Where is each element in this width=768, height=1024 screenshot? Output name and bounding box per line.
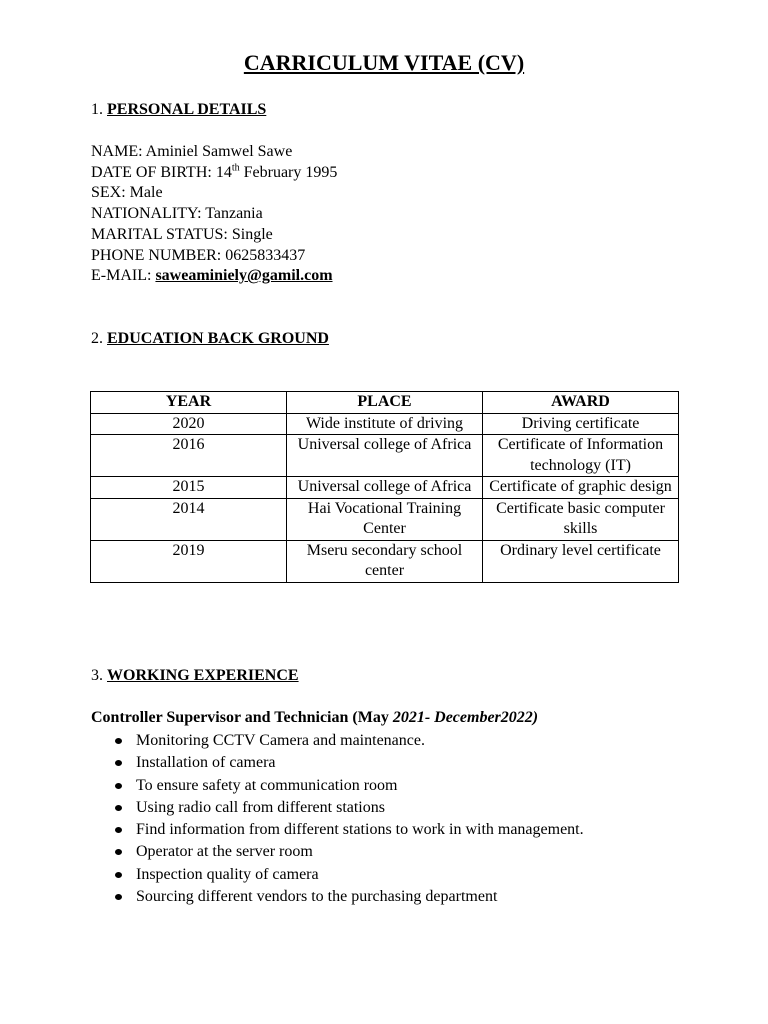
award-cell: Driving certificate [483, 413, 679, 435]
bullet-icon [115, 849, 122, 855]
bullet-icon [115, 872, 122, 878]
bullet-icon [115, 783, 122, 789]
duty-text: Sourcing different vendors to the purchasing department [136, 888, 498, 906]
email-line [91, 266, 333, 287]
list-item [91, 752, 584, 774]
award-cell: Certificate of Information technology (IT) [483, 435, 679, 477]
table-row [91, 477, 679, 499]
section-label: WORKING EXPERIENCE [107, 667, 299, 684]
list-item [91, 730, 584, 752]
place-cell: Universal college of Africa [287, 435, 483, 477]
section-number: 1. [91, 101, 107, 118]
place-cell: Hai Vocational Training Center [287, 498, 483, 540]
table-header-row [91, 392, 679, 414]
section-label: EDUCATION BACK GROUND [107, 330, 329, 347]
job-period: 2021- December2022) [392, 709, 539, 726]
duty-text: Monitoring CCTV Camera and maintenance. [136, 732, 425, 749]
year-cell: 2015 [91, 477, 287, 499]
duty-text: Installation of camera [136, 754, 276, 772]
sex-label: SEX: [91, 184, 130, 202]
table-row [91, 540, 679, 582]
award-cell: Ordinary level certificate [483, 540, 679, 582]
bullet-icon [115, 738, 122, 744]
duty-text: To ensure safety at communication room [136, 776, 398, 794]
duty-text: Using radio call from different stations [136, 798, 385, 816]
award-cell: Certificate of graphic design [483, 477, 679, 499]
personal-details-heading [91, 100, 266, 120]
year-cell: 2014 [91, 498, 287, 540]
list-item [91, 841, 584, 863]
working-experience-heading [91, 666, 299, 686]
place-cell: Universal college of Africa [287, 477, 483, 499]
nationality-label: NATIONALITY: [91, 205, 206, 223]
section-label: PERSONAL DETAILS [107, 101, 267, 118]
list-item [91, 797, 584, 819]
list-item [91, 775, 584, 797]
list-item [91, 819, 584, 841]
phone-line [91, 246, 305, 267]
education-table [90, 391, 679, 583]
year-cell: 2019 [91, 540, 287, 582]
bullet-icon [115, 894, 122, 900]
table-row [91, 498, 679, 540]
award-cell: Certificate basic computer skills [483, 498, 679, 540]
dob-label: DATE OF BIRTH: [91, 163, 216, 181]
email-label: E-MAIL: [91, 267, 156, 285]
marital-label: MARITAL STATUS: [91, 225, 232, 243]
column-header-award: AWARD [483, 392, 679, 414]
dob-line [91, 163, 337, 184]
list-item [91, 864, 584, 886]
email-link[interactable]: saweaminiely@gamil.com [155, 267, 333, 285]
marital-value: Single [231, 225, 273, 243]
year-cell: 2020 [91, 413, 287, 435]
duty-text: Find information from different stations to work in with management. [136, 821, 584, 839]
name-value: Aminiel Samwel Sawe [145, 143, 293, 160]
marital-line [91, 225, 273, 246]
duty-text: Operator at the server room [136, 843, 313, 861]
place-cell: Wide institute of driving [287, 413, 483, 435]
name-line [91, 142, 292, 163]
bullet-icon [115, 805, 122, 811]
dob-day: 14 [215, 163, 232, 181]
column-header-year: YEAR [91, 392, 287, 414]
cv-title: CARRICULUM VITAE (CV) [243, 50, 525, 75]
duty-text: Inspection quality of camera [136, 865, 319, 883]
section-number: 3. [91, 667, 107, 684]
nationality-line [91, 204, 263, 225]
section-number: 2. [91, 330, 107, 347]
name-label: NAME: [91, 143, 146, 160]
year-cell: 2016 [91, 435, 287, 477]
job-title [91, 708, 538, 728]
place-cell: Mseru secondary school center [287, 540, 483, 582]
bullet-icon [115, 827, 122, 833]
job-title-text: Controller Supervisor and Technician (May [91, 709, 393, 726]
education-heading [91, 329, 329, 349]
table-row [91, 435, 679, 477]
column-header-place: PLACE [287, 392, 483, 414]
bullet-icon [115, 760, 122, 766]
dob-rest: February 1995 [239, 163, 338, 181]
list-item [91, 886, 584, 908]
sex-value: Male [129, 184, 163, 202]
duties-list [91, 730, 584, 908]
nationality-value: Tanzania [205, 205, 263, 223]
phone-value: 0625833437 [225, 246, 306, 264]
dob-suffix: th [231, 162, 240, 174]
phone-label: PHONE NUMBER: [91, 246, 226, 264]
sex-line [91, 183, 163, 204]
table-row [91, 413, 679, 435]
